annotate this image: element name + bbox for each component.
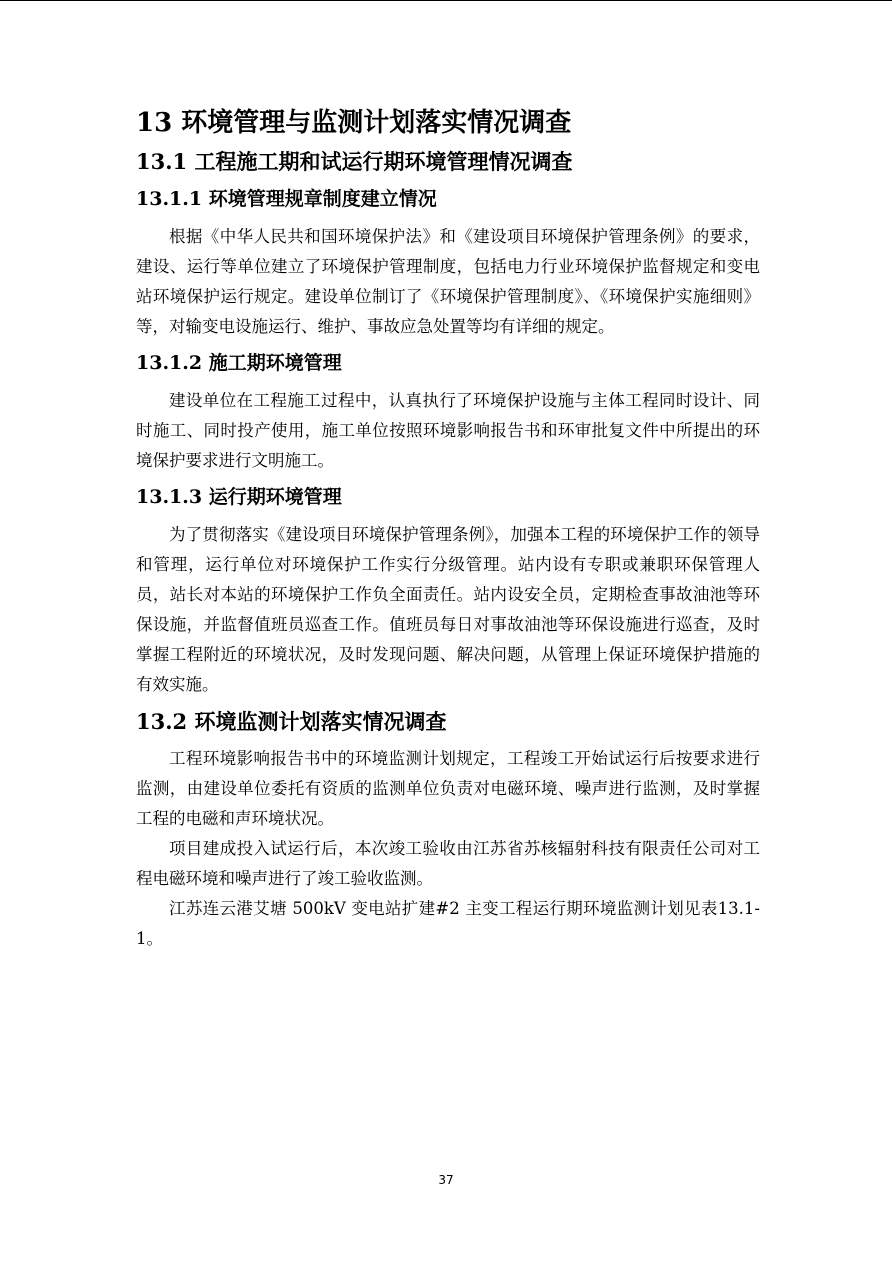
heading-section-13-2: 13.2 环境监测计划落实情况调查 [136,709,447,734]
paragraph-13-2-acceptance: 项目建成投入试运行后，本次竣工验收由江苏省苏核辐射科技有限责任公司对工程电磁环境和噪声进行了竣工验收监测。 [136,839,760,888]
heading-chapter-13: 13 环境管理与监测计划落实情况调查 [136,108,572,138]
heading-subsection-13-1-1: 13.1.1 环境管理规章制度建立情况 [136,188,437,210]
paragraph-13-1-3: 为了贯彻落实《建设项目环境保护管理条例》，加强本工程的环境保护工作的领导和管理，运行单位对环境保护工作实行分级管理。站内设有专职或兼职环保管理人员，站长对本站的环境保护工作负全面责任。站内设安全员，定期检查事故油池等环保设施，并监督值班员巡查工作。值班员每日对事故油池等环保设施进行巡查，及时掌握工程附近的环境状况，及时发现问题、解决问题，从管理上保证环境保护措施的有效实施。 [136,525,760,694]
paragraph-13-2-monitoring-plan: 工程环境影响报告书中的环境监测计划规定，工程竣工开始试运行后按要求进行监测，由建设单位委托有资质的监测单位负责对电磁环境、噪声进行监测，及时掌握工程的电磁和声环境状况。 [136,749,760,828]
paragraph-13-1-1: 根据《中华人民共和国环境保护法》和《建设项目环境保护管理条例》的要求，建设、运行等单位建立了环境保护管理制度，包括电力行业环境保护监督规定和变电站环境保护运行规定。建设单位制订了《环境保护管理制度》、《环境保护实施细则》等，对输变电设施运行、维护、事故应急处置等均有详细的规定。 [136,227,760,336]
heading-section-13-1: 13.1 工程施工期和试运行期环境管理情况调查 [136,149,573,174]
heading-subsection-13-1-3: 13.1.3 运行期环境管理 [136,486,342,508]
heading-subsection-13-1-2: 13.1.2 施工期环境管理 [136,352,342,374]
top-border-line [0,0,892,1]
paragraph-13-2-table-reference: 江苏连云港艾塘 500kV 变电站扩建#2 主变工程运行期环境监测计划见表13.1-1。 [136,899,760,948]
page-number: 37 [438,1173,454,1187]
paragraph-13-1-2: 建设单位在工程施工过程中，认真执行了环境保护设施与主体工程同时设计、同时施工、同时投产使用，施工单位按照环境影响报告书和环审批复文件中所提出的环境保护要求进行文明施工。 [136,391,760,470]
document-body [136,104,760,954]
